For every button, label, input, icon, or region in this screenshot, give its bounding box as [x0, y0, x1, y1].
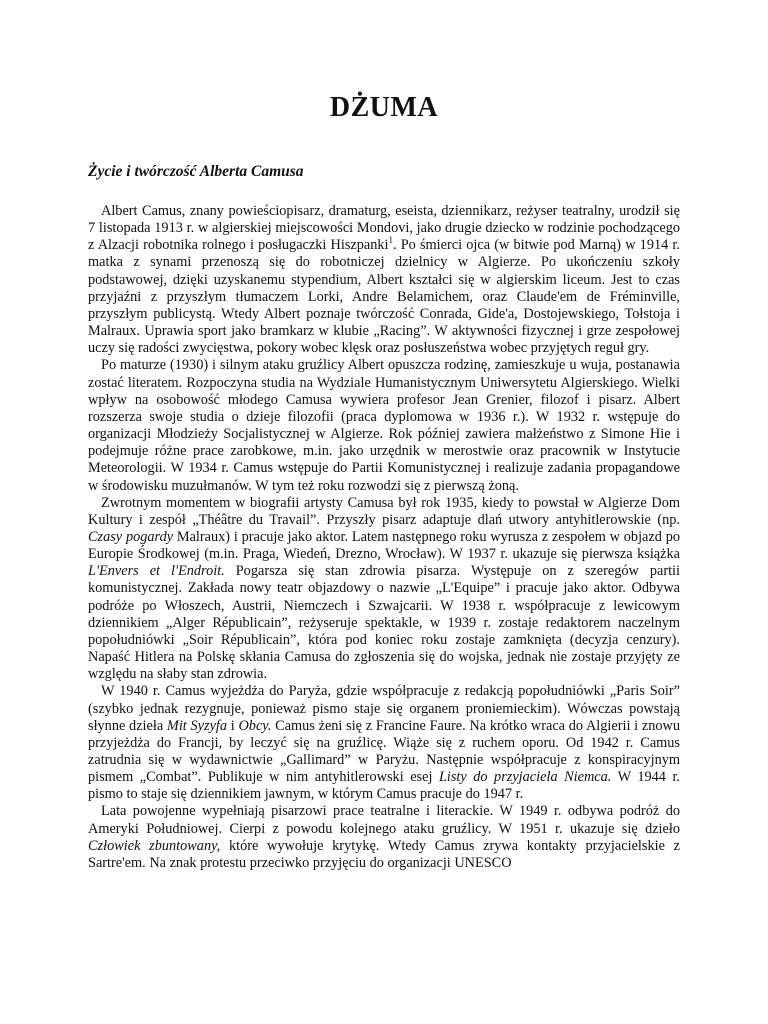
paragraph-1-text-b: . Po śmierci ojca (w bitwie pod Marną) w 1914 r. matka z synami przenoszą się do robotniczej dzielnicy w Algierze. Po ukończeniu szkoły podstawowej, dzięki uzyskanemu stypendium, Albert kształci się w algierskim liceum. Jest to czas przyjaźni z przyszłym tłumaczem Lorki, Andre Belamichem, oraz Claude'em de Fréminville, przyszłym publicystą. Wtedy Albert poznaje twórczość Conrada, Gide'a, Dostojewskiego, Tołstoja i Malraux. Uprawia sport jako bramkarz w klubie „Racing”. W aktywności fizycznej i grze zespołowej uczy się radości zwycięstwa, pokory wobec klęsk oraz posłuszeństwa wobec przyjętych reguł gry.: [88, 237, 680, 357]
book-title-lenvers: L'Envers et l'Endroit.: [88, 563, 225, 580]
paragraph-2-text: Po maturze (1930) i silnym ataku gruźlicy Albert opuszcza rodzinę, zamieszkuje u wuja, postanawia zostać literatem. Rozpoczyna studia na Wydziale Humanistycznym Uniwersytetu Algierskiego. Wielki wpływ na osobowość młodego Camusa wywiera profesor Jean Grenier, filozof i pisarz. Albert rozszerza swoje studia o dzieje filozofii (praca dyplomowa w 1936 r.). W 1932 r. wstępuje do organizacji Młodzieży Socjalistycznej w Algierze. Rok później zawiera małżeństwo z Simone Hie i podejmuje różne prace zarobkowe, m.in. jako urzędnik w merostwie oraz pracownik w Instytucie Meteorologii. W 1934 r. Camus wstępuje do Partii Komunistycznej i realizuje zadania propagandowe w środowisku muzułmanów. W tym też roku rozwodzi się z pierwszą żoną.: [88, 357, 680, 494]
page-title: DŻUMA: [329, 92, 439, 123]
paragraph-3-text-c: Pogarsza się stan zdrowia pisarza. Występuje on z szeregów partii komunistycznej. Zakłada nowy teatr objazdowy o nazwie „L'Equipe” i pracuje jako aktor. Odbywa podróże po Włoszech, Austrii, Niemczech i Szwajcarii. W 1938 r. współpracuje z lewicowym dziennikiem „Alger Républicain”, reżyseruje spektakle, w 1939 r. zostaje redaktorem naczelnym popołudniówki „Soir Républicain”, która pod koniec roku zostaje zamknięta (decyzja cenzury). Napaść Hitlera na Polskę skłania Camusa do zgłoszenia się do wojska, jednak nie zostaje przyjęty ze względu na słaby stan zdrowia.: [88, 563, 680, 683]
paragraph-1: [88, 203, 680, 357]
paragraph-3-text-b: Malraux) i pracuje jako aktor. Latem następnego roku wyrusza z zespołem w objazd po Europie Środkowej (m.in. Praga, Wiedeń, Drezno, Wrocław). W 1937 r. ukazuje się pierwsza książka: [88, 528, 680, 563]
paragraph-5: [88, 803, 680, 872]
paragraph-3-text-a: Zwrotnym momentem w biografii artysty Camusa był rok 1935, kiedy to powstał w Algierze Dom Kultury i zespół „Théâtre du Travail”. Przyszły pisarz adaptuje dlań utwory antyhitlerowskie (np.: [88, 494, 680, 528]
book-title-czasy-pogardy: Czasy pogardy: [88, 528, 174, 545]
paragraph-5-text-a: Lata powojenne wypełniają pisarzowi prace teatralne i literackie. W 1949 r. odbywa podróż do Ameryki Południowej. Cierpi z powodu kolejnego ataku gruźlicy. W 1951 r. ukazuje się dzieło: [88, 803, 680, 837]
paragraph-5-text-b: które wywołuje krytykę. Wtedy Camus zrywa kontakty przyjacielskie z Sartre'em. Na znak protestu przeciwko przyjęciu do organizacji UNESCO: [88, 837, 680, 871]
paragraph-4-text-a: W 1940 r. Camus wyjeżdża do Paryża, gdzie współpracuje z redakcją popołudniówki „Paris Soir” (szybko jednak rezygnuje, ponieważ pismo staje się organem proniemieckim). Wówczas powstają słynne dzieła: [88, 683, 680, 734]
paragraph-2: [88, 357, 680, 494]
paragraph-1-text-a: Albert Camus, znany powieściopisarz, dramaturg, eseista, dziennikarz, reżyser teatralny, urodził się 7 listopada 1913 r. w algierskiej miejscowości Mondovi, jako drugie dziecko w rodzinie pochodzącego z Alzacji robotnika rolnego i posługaczki Hiszpanki: [88, 203, 680, 254]
book-title-obcy: Obcy.: [238, 717, 272, 734]
book-title-mit-syzyfa: Mit Syzyfa: [166, 717, 228, 734]
paragraph-3: [88, 495, 680, 684]
body-text: [88, 203, 680, 872]
footnote-marker: 1: [388, 235, 393, 246]
paragraph-4: [88, 683, 680, 803]
book-title-czlowiek-zbuntowany: Człowiek zbuntowany,: [88, 837, 221, 854]
section-heading: Życie i twórczość Alberta Camusa: [88, 163, 304, 180]
paragraph-4-text-d: W 1944 r. pismo to staje się dziennikiem jawnym, w którym Camus pracuje do 1947 r.: [88, 769, 681, 803]
paragraph-4-text-c: Camus żeni się z Francine Faure. Na krótko wraca do Algierii i znowu przyjeżdża do Francji, by leczyć się na gruźlicę. Wiąże się z ruchem oporu. Od 1942 r. Camus zatrudnia się w wydawnictwie „Gallimard” w Paryżu. Następnie współpracuje z konspiracyjnym pismem „Combat”. Publikuje w nim antyhitlerowski esej: [88, 717, 680, 786]
paragraph-4-text-b: i: [227, 717, 239, 734]
book-title-listy: Listy do przyjaciela Niemca.: [438, 769, 612, 786]
